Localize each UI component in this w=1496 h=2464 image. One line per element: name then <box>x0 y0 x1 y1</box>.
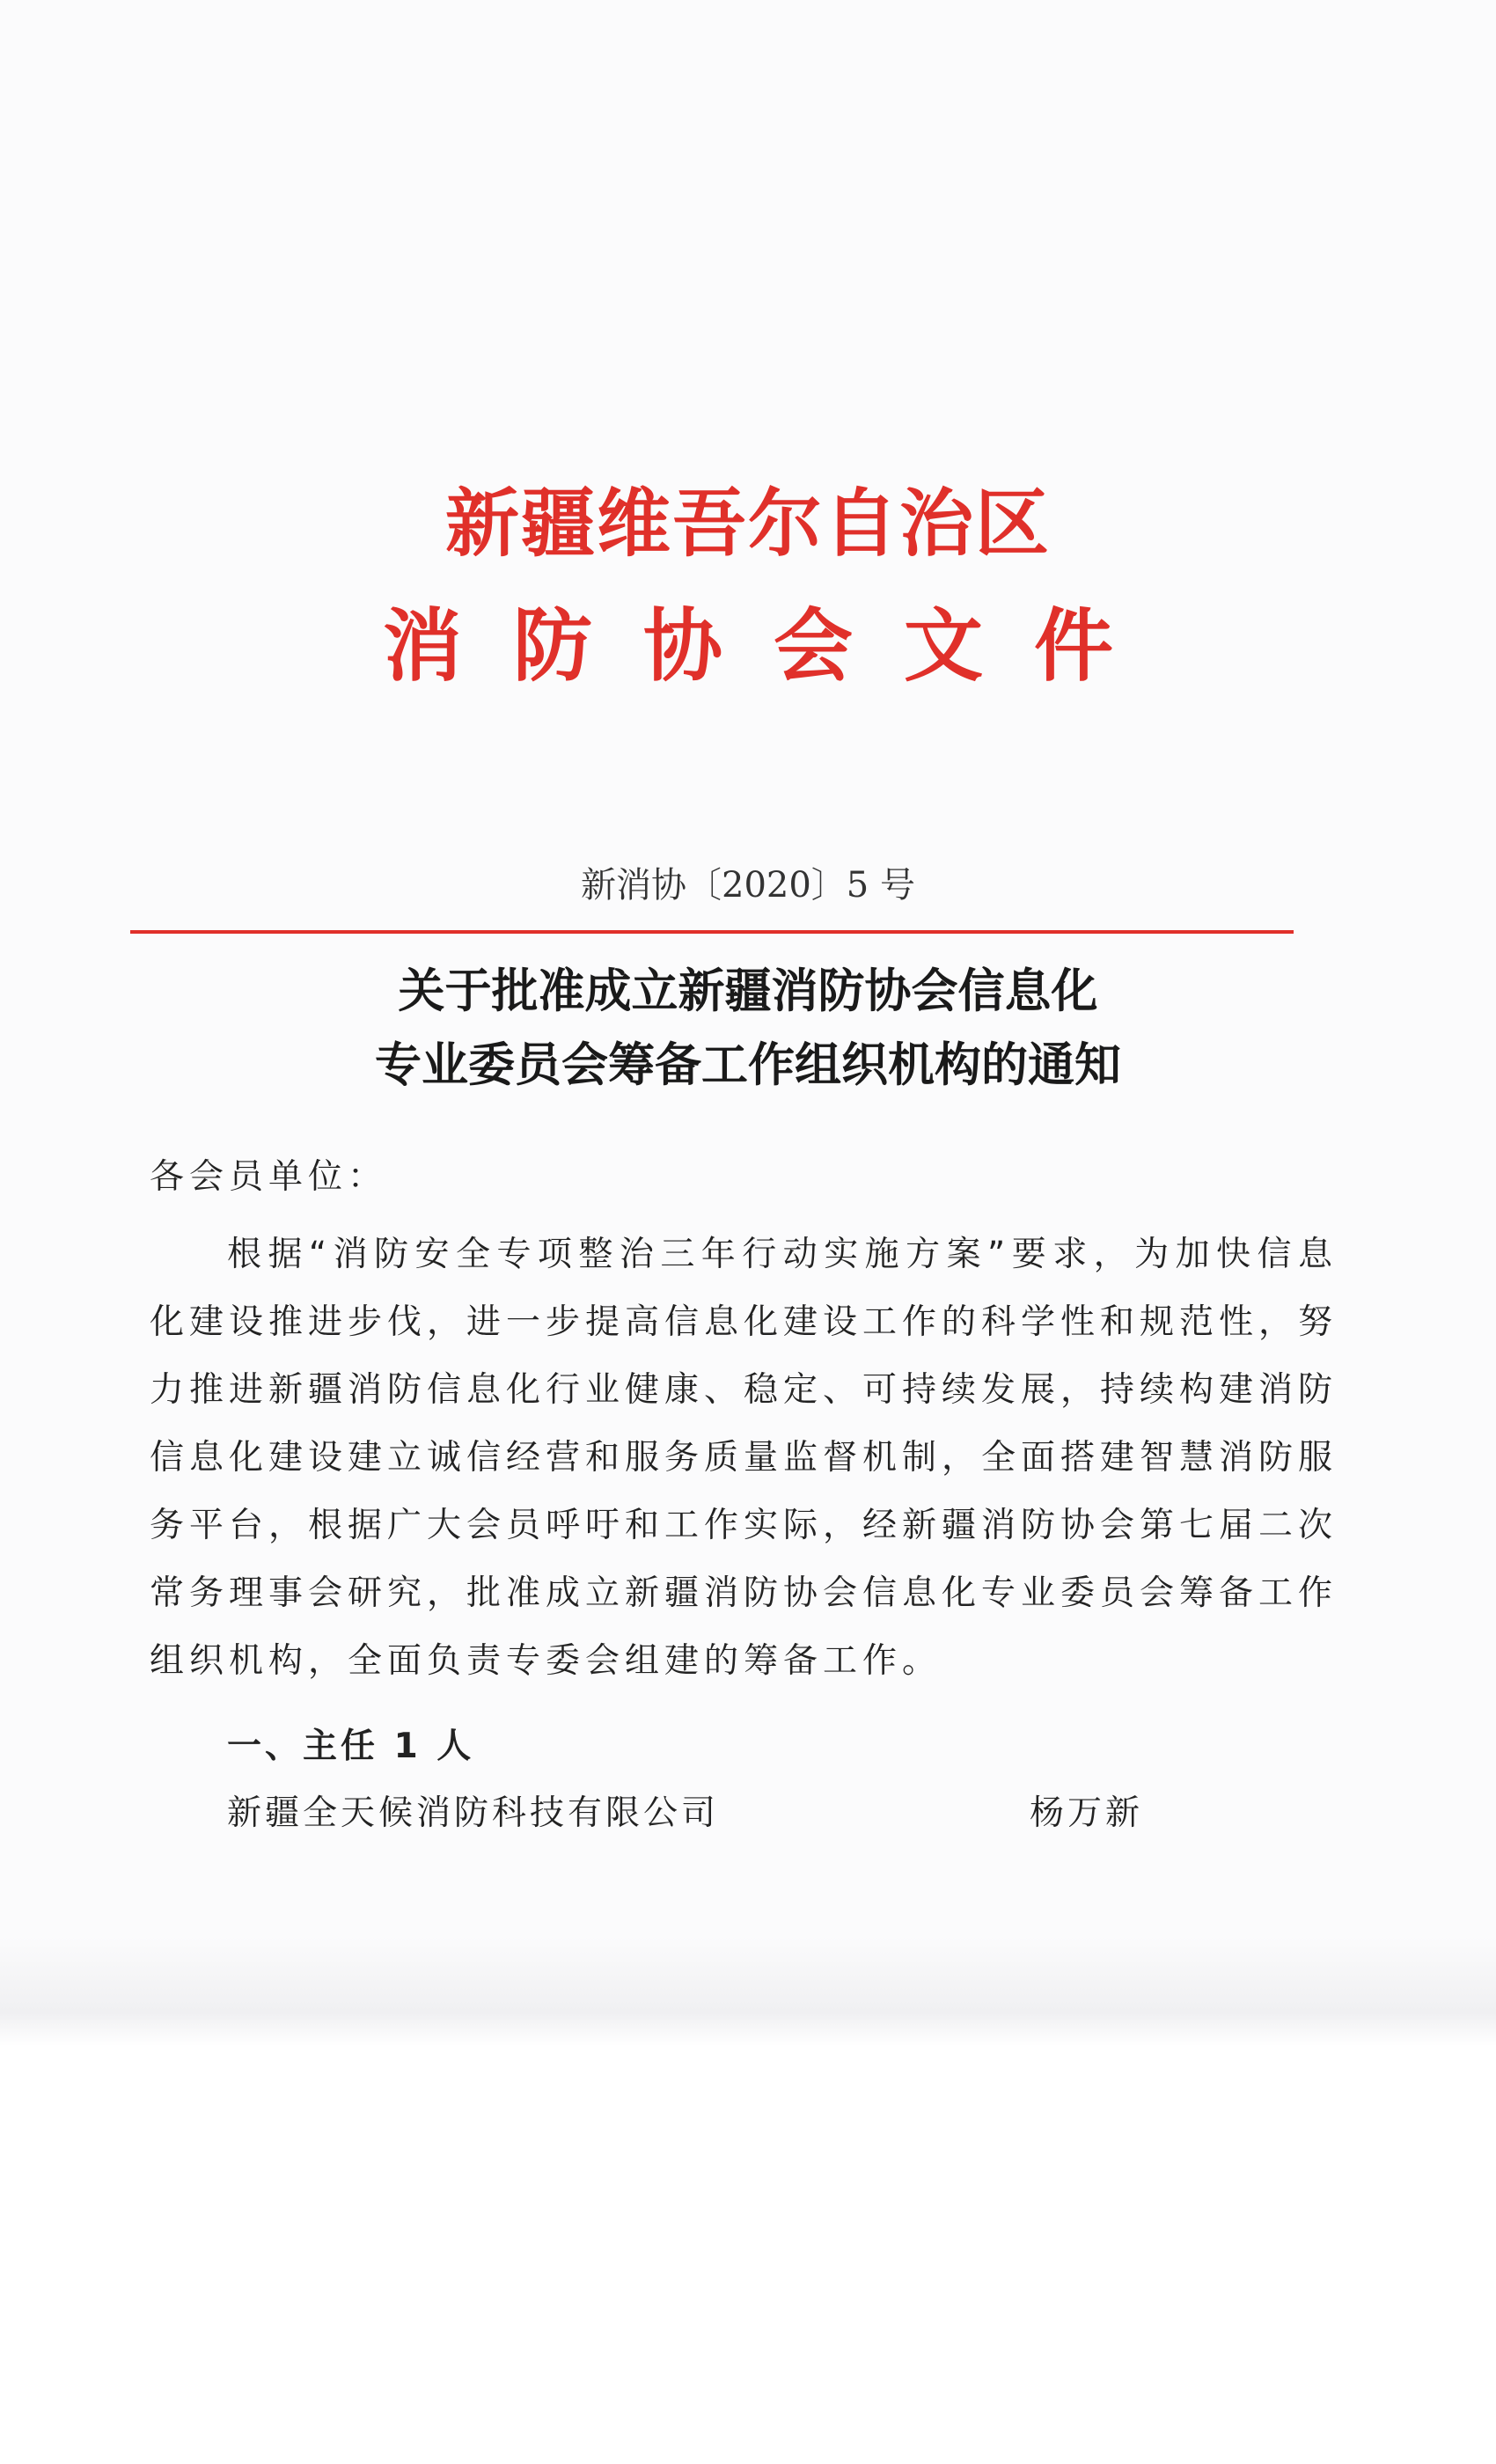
document-title-line-1: 关于批准成立新疆消防协会信息化 <box>398 964 1098 1018</box>
member-name: 杨万新 <box>1030 1793 1144 1833</box>
issuing-organization: 新疆维吾尔自治区 <box>444 480 1051 567</box>
member-organization: 新疆全天候消防科技有限公司 <box>227 1793 720 1833</box>
salutation: 各会员单位： <box>150 1157 388 1197</box>
body-paragraph: 根据“消防安全专项整治三年行动实施方案”要求，为加快信息化建设推进步伐，进一步提高信息化建设工作的科学性和规范性，努力推进新疆消防信息化行业健康、稳定、可持续发展，持续构建消防信息化建设建立诚信经营和服务质量监督机制，全面搭建智慧消防服务平台，根据广大会员呼吁和工作实际，经新疆消防协会第七届二次常务理事会研究，批准成立新疆消防协会信息化专业委员会筹备工作组织机构，全面负责专委会组建的筹备工作。 <box>150 1235 1338 1681</box>
document-number: 新消协〔2020〕5 号 <box>581 865 915 906</box>
document-type-header: 消防协会文件 <box>383 600 1164 693</box>
document-title-line-2: 专业委员会筹备工作组织机构的通知 <box>375 1038 1121 1092</box>
scan-bottom-edge <box>0 1936 1496 2046</box>
red-divider-line <box>130 930 1294 934</box>
section-heading-director: 一、主任 1 人 <box>227 1727 475 1766</box>
